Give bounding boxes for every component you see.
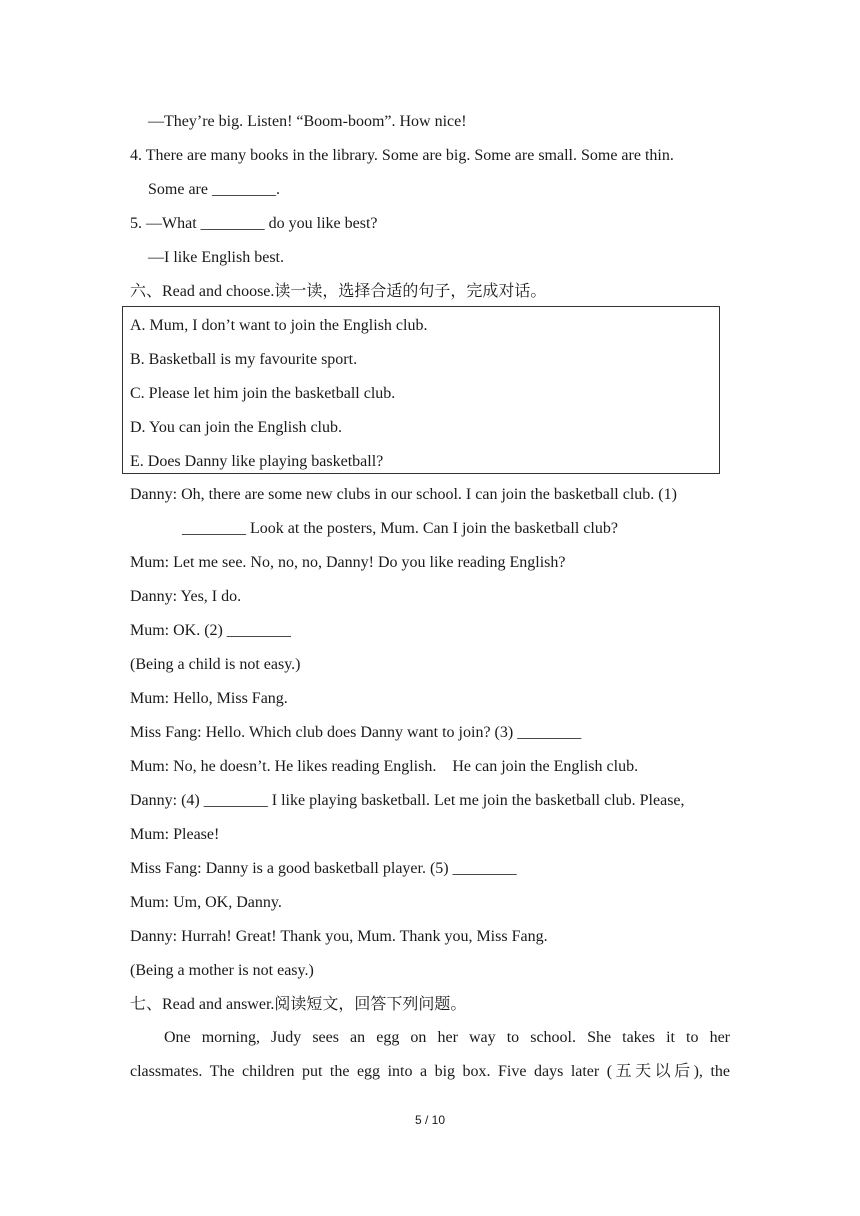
dialogue-line: Danny: Yes, I do. xyxy=(130,588,242,605)
option-b: B. Basketball is my favourite sport. xyxy=(130,351,358,368)
passage-line: One morning, Judy sees an egg on her way to school. She takes it to her xyxy=(164,1029,730,1046)
q5-answer-line: —I like English best. xyxy=(148,249,284,266)
dialogue-line: Mum: No, he doesn’t. He likes reading English. He can join the English club. xyxy=(130,758,639,775)
option-c: C. Please let him join the basketball club. xyxy=(130,385,396,402)
dialogue-line: Mum: Um, OK, Danny. xyxy=(130,894,282,911)
dialogue-line: Danny: (4) ________ I like playing basketball. Let me join the basketball club. Please, xyxy=(130,792,685,809)
page-number: 5 / 10 xyxy=(414,1113,446,1127)
dialogue-line: (Being a mother is not easy.) xyxy=(130,962,314,979)
option-d: D. You can join the English club. xyxy=(130,419,342,436)
dialogue-line: Mum: Let me see. No, no, no, Danny! Do you like reading English? xyxy=(130,554,566,571)
dialogue-line: Mum: OK. (2) ________ xyxy=(130,622,291,639)
dialogue-line: Miss Fang: Danny is a good basketball player. (5) ________ xyxy=(130,860,517,877)
dialogue-line: Mum: Hello, Miss Fang. xyxy=(130,690,288,707)
option-e: E. Does Danny like playing basketball? xyxy=(130,453,384,470)
dialogue-line: ________ Look at the posters, Mum. Can I join the basketball club? xyxy=(182,520,618,537)
q5-question: 5. —What ________ do you like best? xyxy=(130,215,378,232)
dialogue-line: Danny: Hurrah! Great! Thank you, Mum. Thank you, Miss Fang. xyxy=(130,928,548,945)
section-7-heading: 七、Read and answer.阅读短文，回答下列问题。 xyxy=(130,996,467,1013)
dialogue-line: Danny: Oh, there are some new clubs in our school. I can join the basketball club. (1) xyxy=(130,486,677,503)
q3-answer-line: —They’re big. Listen! “Boom-boom”. How nice! xyxy=(148,113,467,130)
passage-line: classmates. The children put the egg into a big box. Five days later (五天以后), the xyxy=(130,1063,730,1080)
dialogue-line: Mum: Please! xyxy=(130,826,220,843)
dialogue-line: Miss Fang: Hello. Which club does Danny want to join? (3) ________ xyxy=(130,724,582,741)
q4-blank-line: Some are ________. xyxy=(148,181,280,198)
option-a: A. Mum, I don’t want to join the English club. xyxy=(130,317,428,334)
dialogue-line: (Being a child is not easy.) xyxy=(130,656,301,673)
q4-question: 4. There are many books in the library. Some are big. Some are small. Some are thin. xyxy=(130,147,674,164)
options-box xyxy=(122,306,720,474)
section-6-heading: 六、Read and choose.读一读，选择合适的句子，完成对话。 xyxy=(130,283,547,300)
